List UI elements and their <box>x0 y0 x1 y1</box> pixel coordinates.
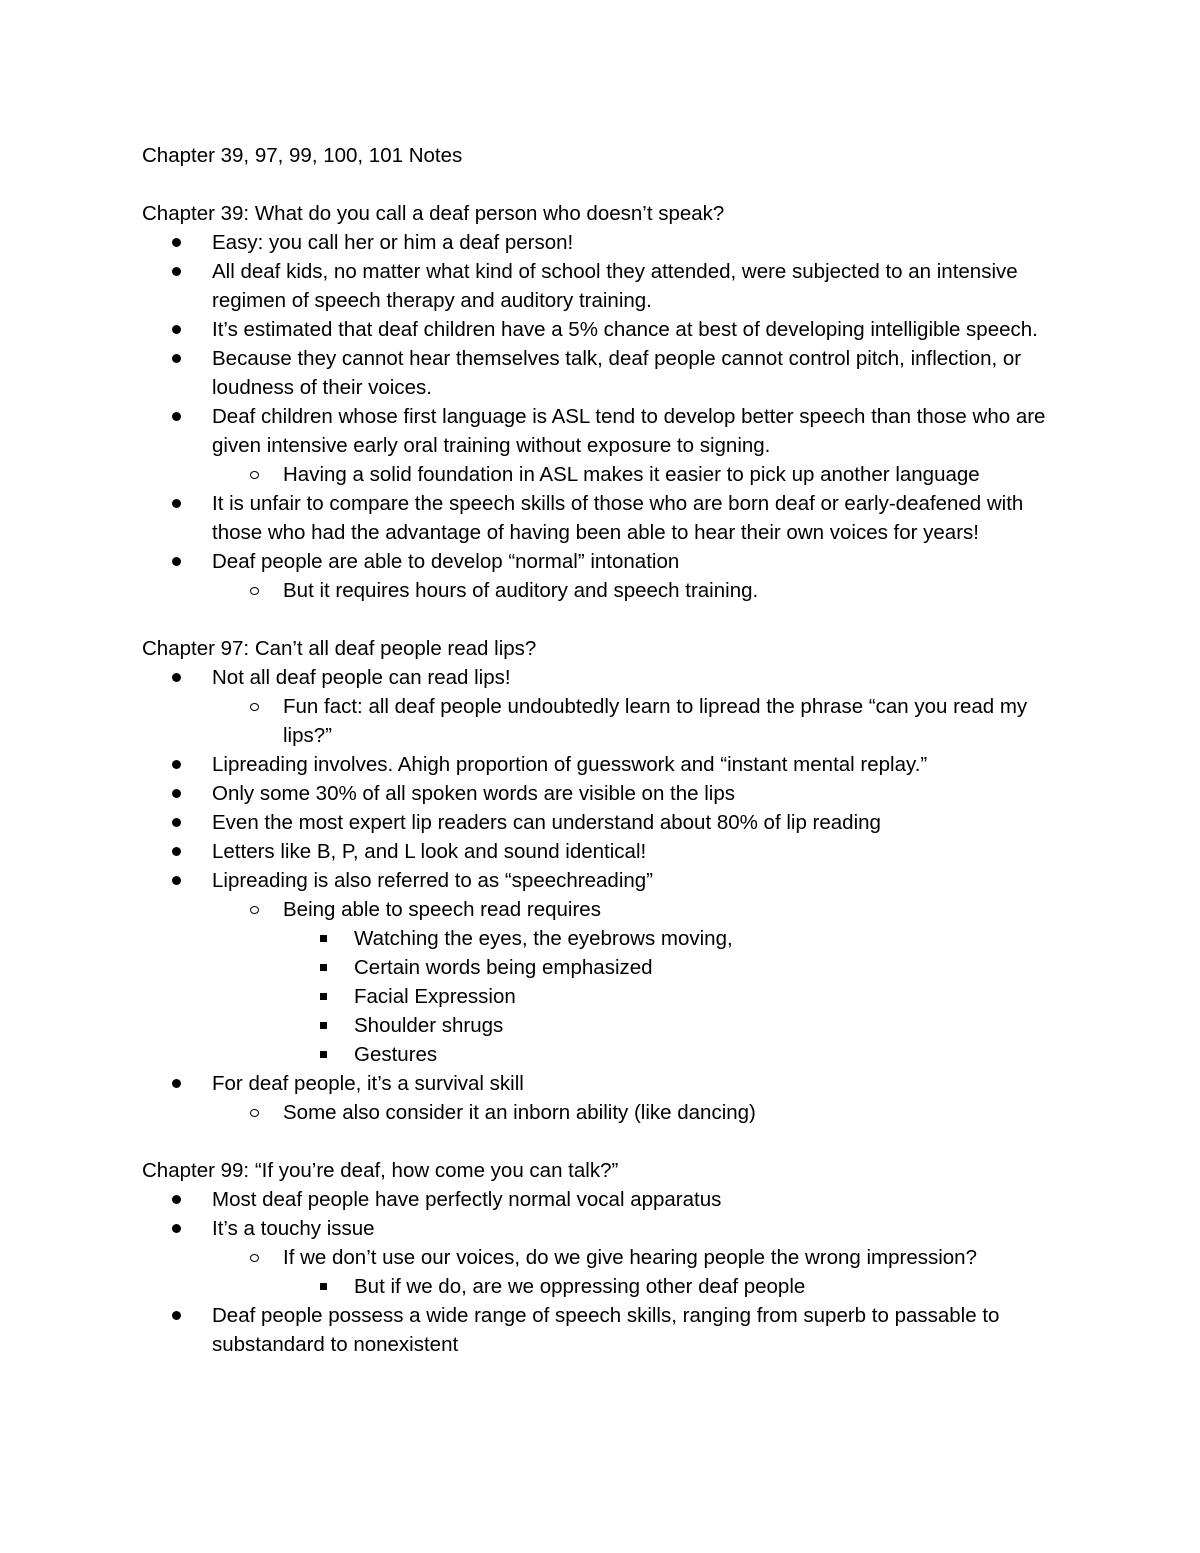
list-item-level-1 <box>142 315 1072 344</box>
bullet-disc-icon <box>172 1069 184 1098</box>
list-item-level-1 <box>142 663 1072 692</box>
bullet-square-icon <box>320 1011 332 1040</box>
bullet-list <box>142 228 1072 605</box>
list-item-level-1 <box>142 344 1072 402</box>
list-item-text: Because they cannot hear themselves talk, deaf people cannot control pitch, inflection, or loudness of their voices. <box>212 347 1022 399</box>
list-item-level-2 <box>142 895 1072 924</box>
list-item-level-1 <box>142 808 1072 837</box>
list-item-text: Lipreading involves. Ahigh proportion of guesswork and “instant mental replay.” <box>212 753 928 776</box>
bullet-disc-icon <box>172 402 184 431</box>
bullet-disc-icon <box>172 837 184 866</box>
chapter-section <box>142 634 1072 1127</box>
bullet-disc-icon <box>172 1214 184 1243</box>
list-item-level-3 <box>142 924 1072 953</box>
chapter-heading: Chapter 39: What do you call a deaf person who doesn’t speak? <box>142 202 725 225</box>
list-item-text: Letters like B, P, and L look and sound identical! <box>212 840 647 863</box>
list-item-text: Gestures <box>354 1043 438 1066</box>
bullet-circle-icon <box>250 576 264 605</box>
list-item-level-3 <box>142 1040 1072 1069</box>
list-item-text: Most deaf people have perfectly normal vocal apparatus <box>212 1188 722 1211</box>
list-item-text: But it requires hours of auditory and speech training. <box>283 579 759 602</box>
bullet-square-icon <box>320 924 332 953</box>
list-item-text: Even the most expert lip readers can understand about 80% of lip reading <box>212 811 881 834</box>
list-item-level-3 <box>142 1272 1072 1301</box>
chapter-section <box>142 199 1072 605</box>
list-item-text: Some also consider it an inborn ability (like dancing) <box>283 1101 756 1124</box>
chapter-heading: Chapter 99: “If you’re deaf, how come you can talk?” <box>142 1159 619 1182</box>
list-item-level-1 <box>142 547 1072 576</box>
list-item-text: Not all deaf people can read lips! <box>212 666 511 689</box>
bullet-square-icon <box>320 953 332 982</box>
list-item-text: Having a solid foundation in ASL makes it easier to pick up another language <box>283 463 980 486</box>
list-item-text: But if we do, are we oppressing other deaf people <box>354 1275 806 1298</box>
bullet-disc-icon <box>172 663 184 692</box>
list-item-text: Facial Expression <box>354 985 516 1008</box>
bullet-circle-icon <box>250 692 264 721</box>
bullet-disc-icon <box>172 866 184 895</box>
list-item-text: Watching the eyes, the eyebrows moving, <box>354 927 733 950</box>
bullet-square-icon <box>320 1272 332 1301</box>
bullet-disc-icon <box>172 808 184 837</box>
chapter-section <box>142 1156 1072 1359</box>
list-item-text: It’s estimated that deaf children have a 5% chance at best of developing intelligible speech. <box>212 318 1038 341</box>
list-item-level-1 <box>142 257 1072 315</box>
list-item-text: If we don’t use our voices, do we give hearing people the wrong impression? <box>283 1246 977 1269</box>
list-item-level-1 <box>142 402 1072 460</box>
list-item-level-2 <box>142 1243 1072 1272</box>
bullet-list <box>142 1185 1072 1359</box>
list-item-level-1 <box>142 489 1072 547</box>
list-item-text: Deaf people are able to develop “normal” intonation <box>212 550 680 573</box>
bullet-disc-icon <box>172 1185 184 1214</box>
list-item-level-1 <box>142 837 1072 866</box>
document-page <box>142 141 1072 1359</box>
list-item-text: Fun fact: all deaf people undoubtedly learn to lipread the phrase “can you read my lips?” <box>283 695 1028 747</box>
list-item-text: All deaf kids, no matter what kind of school they attended, were subjected to an intensive regimen of speech therapy and auditory training. <box>212 260 1018 312</box>
list-item-level-2 <box>142 1098 1072 1127</box>
list-item-level-1 <box>142 1185 1072 1214</box>
notes-body <box>142 199 1072 1359</box>
bullet-square-icon <box>320 1040 332 1069</box>
bullet-disc-icon <box>172 257 184 286</box>
bullet-circle-icon <box>250 1098 264 1127</box>
list-item-level-1 <box>142 1069 1072 1098</box>
list-item-level-1 <box>142 228 1072 257</box>
list-item-level-1 <box>142 750 1072 779</box>
list-item-text: Lipreading is also referred to as “speechreading” <box>212 869 654 892</box>
list-item-level-2 <box>142 460 1072 489</box>
list-item-text: Deaf children whose first language is ASL tend to develop better speech than those who are given intensive early oral training without exposure to signing. <box>212 405 1046 457</box>
list-item-level-3 <box>142 953 1072 982</box>
bullet-circle-icon <box>250 895 264 924</box>
bullet-disc-icon <box>172 344 184 373</box>
bullet-square-icon <box>320 982 332 1011</box>
bullet-disc-icon <box>172 750 184 779</box>
bullet-disc-icon <box>172 228 184 257</box>
list-item-text: It is unfair to compare the speech skills of those who are born deaf or early-deafened with those who had the advantage of having been able to hear their own voices for years! <box>212 492 1024 544</box>
list-item-level-3 <box>142 982 1072 1011</box>
list-item-level-1 <box>142 779 1072 808</box>
list-item-level-1 <box>142 866 1072 895</box>
bullet-circle-icon <box>250 1243 264 1272</box>
bullet-disc-icon <box>172 779 184 808</box>
document-title: Chapter 39, 97, 99, 100, 101 Notes <box>142 144 463 167</box>
chapter-heading: Chapter 97: Can’t all deaf people read lips? <box>142 637 537 660</box>
bullet-circle-icon <box>250 460 264 489</box>
bullet-list <box>142 663 1072 1127</box>
list-item-text: Deaf people possess a wide range of speech skills, ranging from superb to passable to substandard to nonexistent <box>212 1304 1000 1356</box>
list-item-level-2 <box>142 576 1072 605</box>
list-item-text: Only some 30% of all spoken words are visible on the lips <box>212 782 736 805</box>
list-item-text: It’s a touchy issue <box>212 1217 375 1240</box>
list-item-level-1 <box>142 1214 1072 1243</box>
bullet-disc-icon <box>172 315 184 344</box>
list-item-text: Shoulder shrugs <box>354 1014 504 1037</box>
bullet-disc-icon <box>172 1301 184 1330</box>
list-item-text: Easy: you call her or him a deaf person! <box>212 231 574 254</box>
list-item-level-2 <box>142 692 1072 750</box>
list-item-text: Certain words being emphasized <box>354 956 653 979</box>
list-item-text: Being able to speech read requires <box>283 898 601 921</box>
list-item-text: For deaf people, it’s a survival skill <box>212 1072 524 1095</box>
list-item-level-1 <box>142 1301 1072 1359</box>
list-item-level-3 <box>142 1011 1072 1040</box>
bullet-disc-icon <box>172 547 184 576</box>
bullet-disc-icon <box>172 489 184 518</box>
